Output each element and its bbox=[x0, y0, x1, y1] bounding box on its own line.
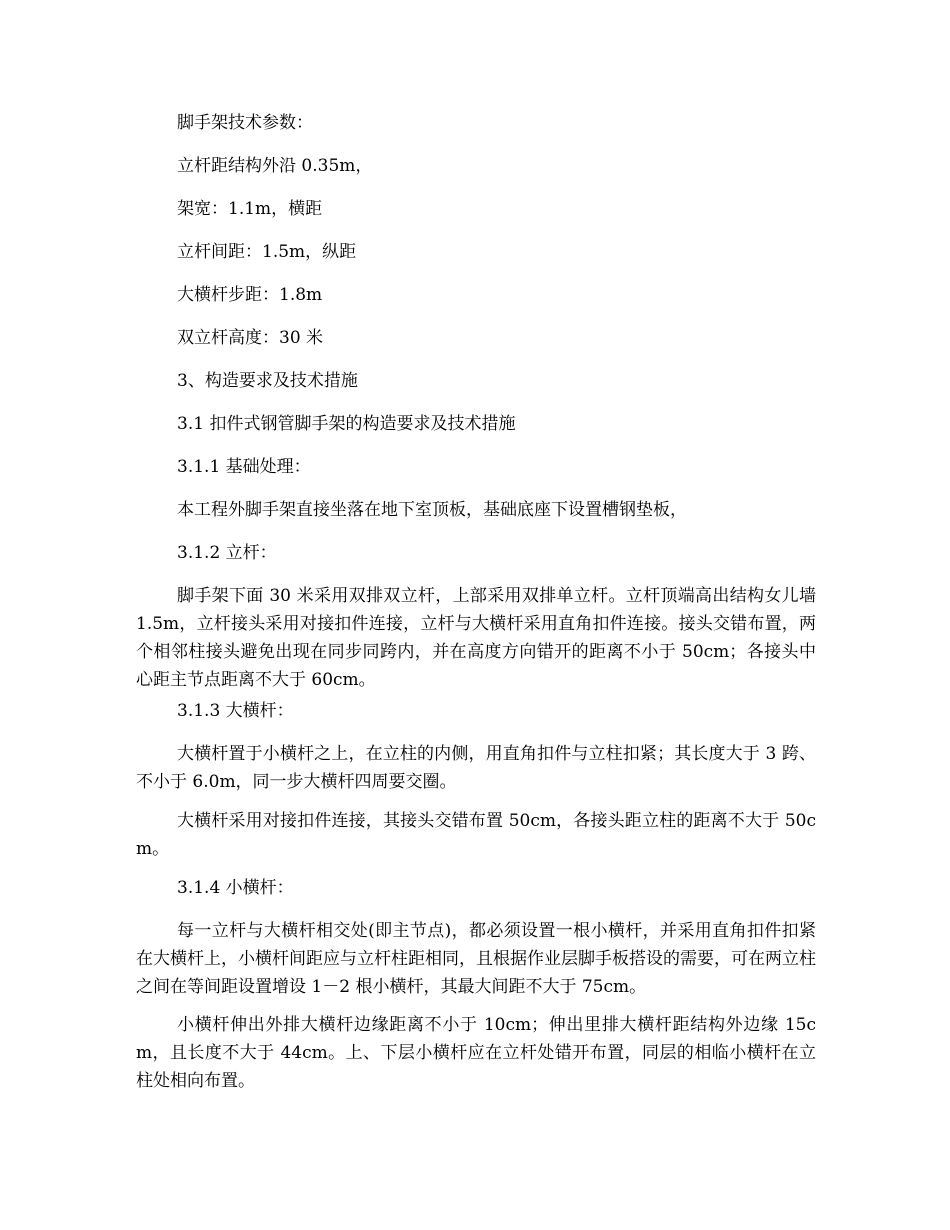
section-heading-scaffold-parameters: 脚手架技术参数： bbox=[177, 113, 313, 133]
section-heading-3-1-4: 3.1.4 小横杆： bbox=[177, 878, 294, 898]
paragraph-pole-spacing: 立杆间距：1.5m，纵距 bbox=[177, 242, 357, 262]
paragraph-transom-extension: 小横杆伸出外排大横杆边缘距离不小于 10cm；伸出里排大横杆距结构外边缘 15cm，且长度不大于 44cm。上、下层小横杆应在立杆处错开布置，同层的相临小横杆在立柱处相向布置。 bbox=[136, 1015, 816, 1091]
section-heading-3: 3、构造要求及技术措施 bbox=[177, 371, 358, 391]
paragraph-transoms: 每一立杆与大横杆相交处(即主节点)，都必须设置一根小横杆，并采用直角扣件扣紧在大横杆上，小横杆间距应与立杆柱距相同，且根据作业层脚手板搭设的需要，可在两立柱之间在等间距设置增设 1－2 根小横杆，其最大间距不大于 75cm。 bbox=[136, 921, 816, 997]
section-heading-3-1: 3.1 扣件式钢管脚手架的构造要求及技术措施 bbox=[177, 414, 516, 434]
paragraph-standing-poles: 脚手架下面 30 米采用双排双立杆，上部采用双排单立杆。立杆顶端高出结构女儿墙 1.5m，立杆接头采用对接扣件连接，立杆与大横杆采用直角扣件连接。接头交错布置，两个相邻柱接头避免出现在同步同跨内，并在高度方向错开的距离不小于 50cm；各接头中心距主节点距离不大于 60cm。 bbox=[136, 586, 816, 690]
section-heading-3-1-2: 3.1.2 立杆： bbox=[177, 543, 277, 563]
section-heading-3-1-1: 3.1.1 基础处理： bbox=[177, 457, 311, 477]
paragraph-frame-width: 架宽：1.1m，横距 bbox=[177, 199, 323, 219]
paragraph-ledger-joints: 大横杆采用对接扣件连接，其接头交错布置 50cm，各接头距立柱的距离不大于 50cm。 bbox=[136, 811, 816, 859]
paragraph-ledger-placement: 大横杆置于小横杆之上，在立柱的内侧，用直角扣件与立柱扣紧；其长度大于 3 跨、不小于 6.0m，同一步大横杆四周要交圈。 bbox=[136, 744, 816, 792]
paragraph-ledger-step: 大横杆步距：1.8m bbox=[177, 285, 323, 305]
paragraph-foundation: 本工程外脚手架直接坐落在地下室顶板，基础底座下设置槽钢垫板， bbox=[177, 500, 687, 520]
paragraph-double-pole-height: 双立杆高度：30 米 bbox=[177, 328, 324, 348]
paragraph-pole-distance: 立杆距结构外沿 0.35m， bbox=[177, 156, 373, 176]
section-heading-3-1-3: 3.1.3 大横杆： bbox=[177, 701, 294, 721]
